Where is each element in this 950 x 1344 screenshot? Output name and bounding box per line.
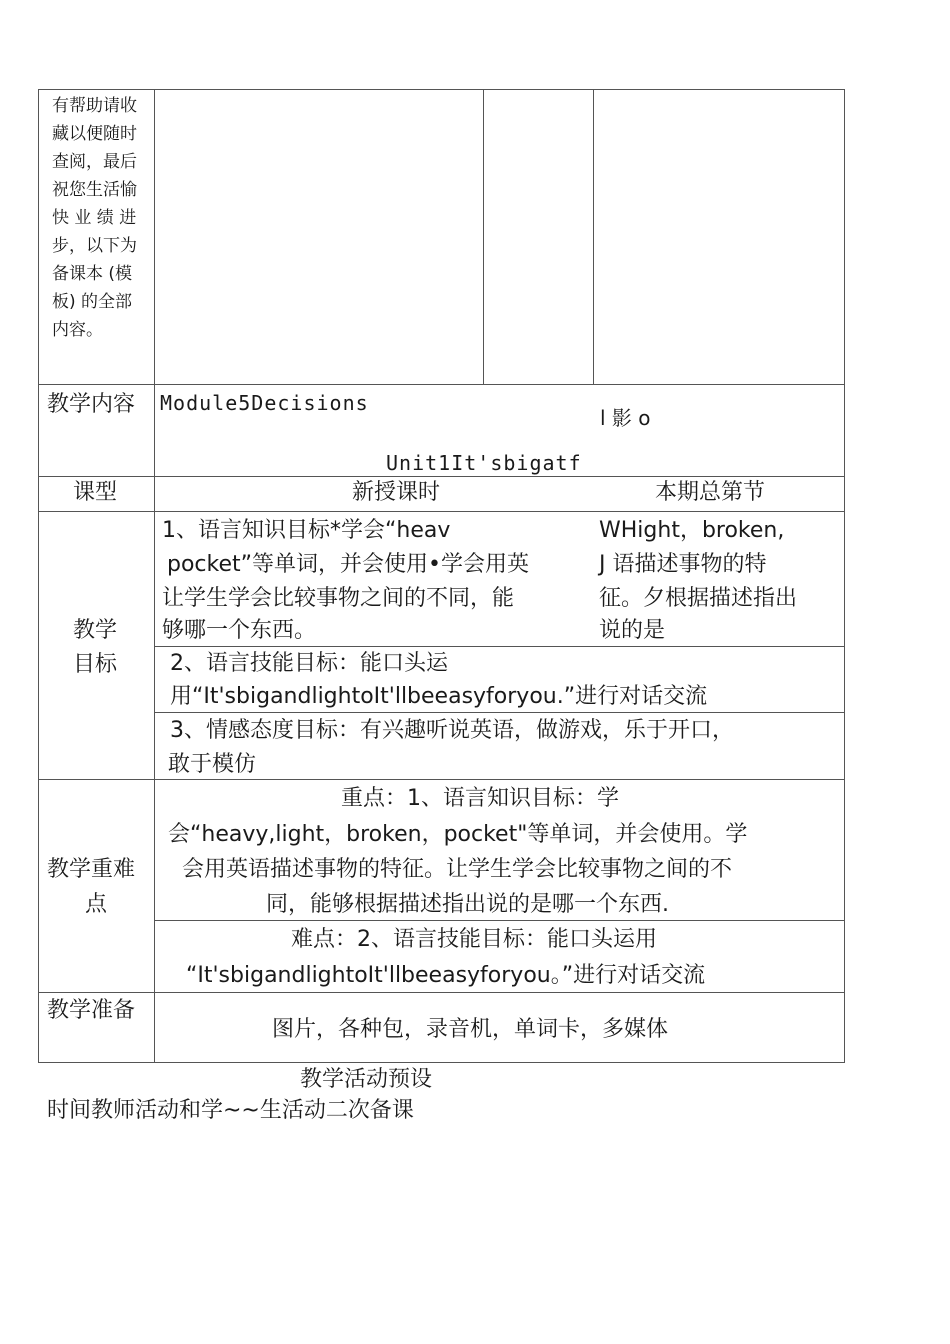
intro-line: 有帮助请收 [52, 96, 137, 116]
key-points-label: 教学重难 [47, 857, 136, 882]
objectives-label: 目标 [73, 652, 118, 677]
key-point-line: 重点：1、语言知识目标：学 [341, 786, 619, 811]
key-points-label: 点 [85, 892, 108, 917]
row-divider [38, 384, 845, 385]
row-divider [38, 992, 845, 993]
objectives-label: 教学 [73, 618, 118, 643]
preparation-items: 图片，各种包，录音机，单词卡，多媒体 [272, 1017, 669, 1042]
intro-line: 内容。 [52, 320, 103, 340]
lesson-type-value: 新授课时 [352, 480, 441, 505]
unit-title: Unit1It'sbigatf [386, 451, 582, 475]
objective-1-line: 够哪一个东西。 [162, 618, 317, 643]
intro-line: 快 业 绩 进 [52, 208, 137, 228]
intro-line: 查阅，最后 [52, 152, 137, 172]
row-divider [154, 920, 845, 921]
objective-1-line: 让学生学会比较事物之间的不同，能 [162, 586, 515, 611]
intro-line: 板) 的全部 [52, 292, 133, 312]
objective-2-line: 2、语言技能目标：能口头运 [170, 651, 448, 676]
activity-header: 时间教师活动和学~~生活动二次备课 [47, 1098, 414, 1123]
row-divider [38, 511, 845, 512]
content-note: l 影 o [600, 406, 651, 430]
key-point-line: 会用英语描述事物的特征。让学生学会比较事物之间的不 [182, 857, 733, 882]
intro-line: 藏以便随时 [52, 124, 137, 144]
objective-3-line: 敢于模仿 [168, 752, 257, 777]
lesson-total: 本期总第节 [655, 480, 766, 505]
table-border-right [844, 89, 845, 1063]
objective-3-line: 3、情感态度目标：有兴趣听说英语，做游戏，乐于开口， [170, 718, 734, 743]
intro-line: 祝您生活愉 [52, 180, 137, 200]
column-divider [593, 89, 594, 385]
objective-1-right-line: 说的是 [599, 618, 666, 643]
objective-1-line: pocket”等单词，并会使用•学会用英 [167, 552, 530, 577]
activity-title: 教学活动预设 [300, 1067, 433, 1092]
column-divider [483, 89, 484, 385]
row-divider [154, 712, 845, 713]
intro-note [52, 92, 152, 344]
objective-1-right-line: J 语描述事物的特 [599, 552, 767, 577]
row-divider [38, 476, 845, 477]
key-point-line: 会“heavy,light，broken，pocket"等单词，并会使用。学 [168, 822, 748, 847]
lesson-type-label: 课型 [73, 480, 118, 505]
table-border-left [38, 89, 39, 1063]
difficult-point-line: “It'sbigandlightoIt'llbeeasyforyou。”进行对话交流 [186, 963, 706, 988]
difficult-point-line: 难点：2、语言技能目标：能口头运用 [291, 927, 657, 952]
intro-line: 步，以下为 [52, 236, 137, 256]
table-border-top [38, 89, 845, 90]
module-title: Module5Decisions [160, 391, 369, 415]
intro-line: 备课本 (模 [52, 264, 133, 284]
column-divider [154, 89, 155, 1063]
row-divider [154, 646, 845, 647]
objective-1-right-line: WHight，broken, [599, 518, 785, 543]
key-point-line: 同，能够根据描述指出说的是哪一个东西. [266, 892, 669, 917]
table-border-bottom [38, 1062, 845, 1063]
objective-1-right-line: 征。夕根据描述指出 [599, 586, 798, 611]
objective-1-line: 1、语言知识目标*学会“heav [162, 518, 451, 543]
preparation-label: 教学准备 [47, 998, 136, 1023]
row-divider [38, 779, 845, 780]
content-label: 教学内容 [47, 392, 136, 417]
objective-2-line: 用“It'sbigandlightoIt'llbeeasyforyou.”进行对话交流 [170, 684, 708, 709]
